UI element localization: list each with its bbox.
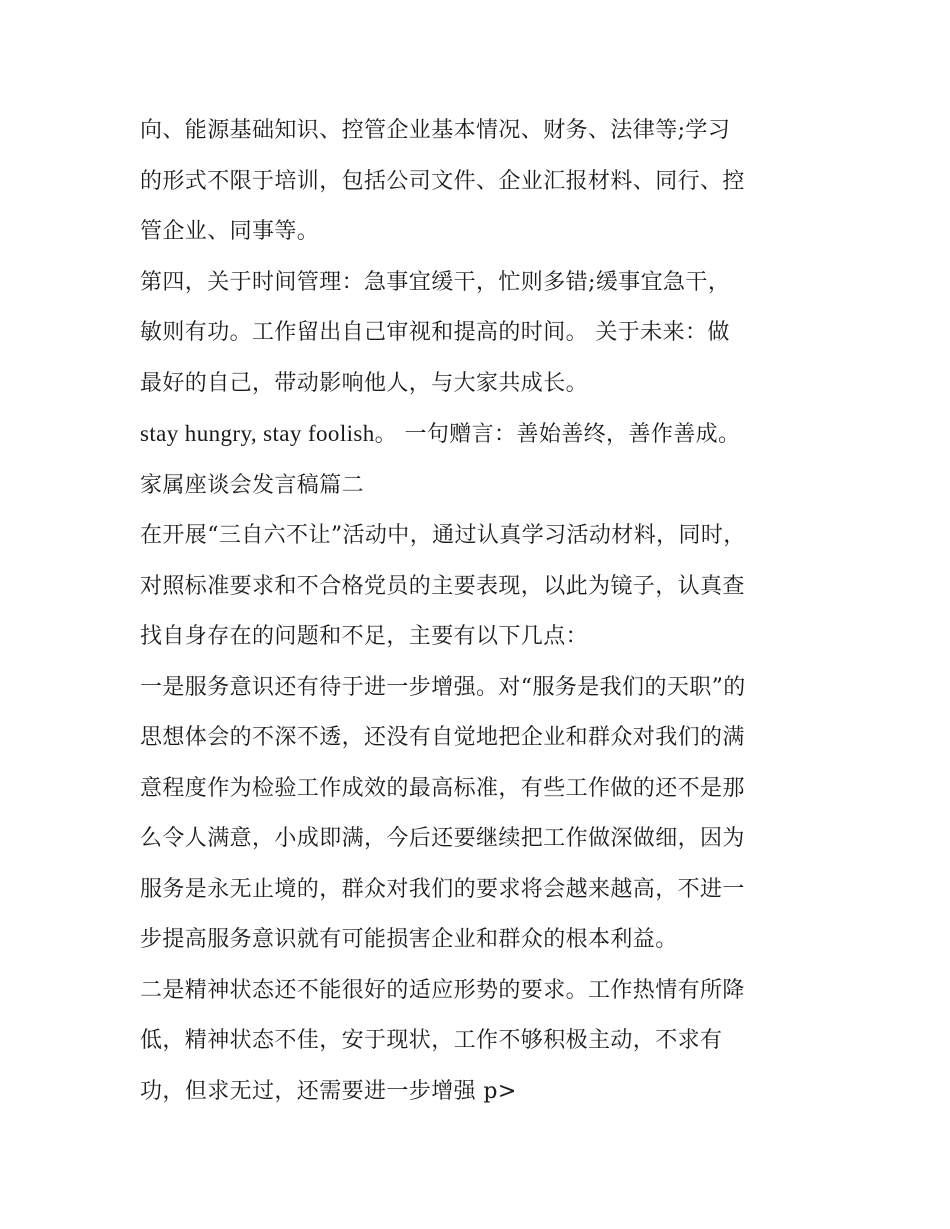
text-line: 二是精神状态还不能很好的适应形势的要求。工作热情有所降 (140, 977, 745, 1003)
paragraph-motto (140, 409, 820, 461)
text-line: 的形式不限于培训，包括公司文件、企业汇报材料、同行、控 (140, 168, 745, 194)
text-line: 么令人满意，小成即满，今后还要继续把工作做深做细，因为 (140, 826, 745, 851)
text-line: 最好的自己，带动影响他人，与大家共成长。 (140, 370, 589, 396)
latin-quote: stay hungry, stay foolish (140, 421, 375, 446)
paragraph-time-management (140, 258, 820, 410)
paragraph-study-scope (140, 106, 820, 258)
text-line: 一是服务意识还有待于进一步增强。对“服务是我们的天职”的 (140, 674, 746, 700)
text-line: 步提高服务意识就有可能损害企业和群众的根本利益。 (140, 927, 678, 952)
text-line: 对照标准要求和不合格党员的主要表现，以此为镜子，认真查 (140, 573, 745, 599)
text-line: 敏则有功。工作留出自己审视和提高的时间。 关于未来：做 (140, 320, 730, 345)
text-line: 服务是永无止境的，群众对我们的要求将会越来越高，不进一 (140, 876, 745, 902)
text-line: 第四，关于时间管理：急事宜缓干，忙则多错;缓事宜急干， (140, 269, 731, 295)
heading-text: 家属座谈会发言稿篇二 (140, 472, 365, 498)
text-line: 功，但求无过，还需要进一步增强 p> (140, 1078, 517, 1104)
paragraph-introduction (140, 511, 820, 663)
text-line: 意程度作为检验工作成效的最高标准，有些工作做的还不是那 (140, 775, 745, 801)
text-line: 在开展“三自六不让”活动中，通过认真学习活动材料，同时， (140, 523, 746, 548)
text-line: 低，精神状态不佳，安于现状，工作不够积极主动，不求有 (140, 1028, 723, 1053)
text-line: 思想体会的不深不透，还没有自觉地把企业和群众对我们的满 (140, 725, 745, 750)
paragraph-point-two (140, 966, 820, 1118)
text-line: 管企业、同事等。 (140, 219, 320, 244)
section-heading (140, 461, 820, 512)
document-body (140, 106, 820, 1117)
text-line: 。 一句赠言：善始善终，善作善成。 (374, 422, 741, 447)
text-line: 找自身存在的问题和不足，主要有以下几点： (140, 624, 589, 649)
text-line: 向、能源基础知识、控管企业基本情况、财务、法律等;学习 (140, 118, 731, 143)
paragraph-point-one (140, 663, 820, 966)
